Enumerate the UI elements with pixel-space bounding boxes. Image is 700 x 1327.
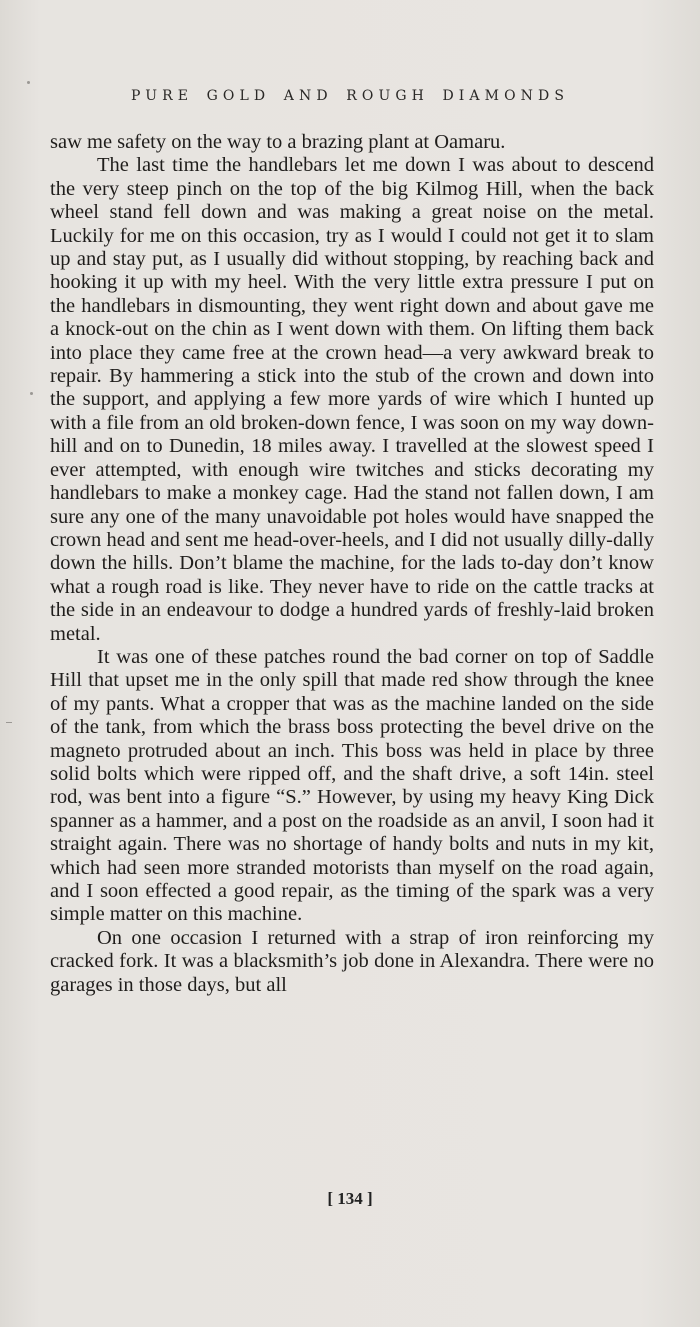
paragraph: On one occasion I returned with a strap of iron reinforcing my cracked fork. It was a blacksmith’s job done in Alexandra. There were no garages in those days, but all (50, 926, 654, 996)
page-number: [ 134 ] (327, 1189, 373, 1208)
body-text (50, 131, 654, 997)
paragraph: It was one of these patches round the bad corner on top of Saddle Hill that upset me in the only spill that made red show through the knee of my pants. What a cropper that was as the machine landed on the side of the tank, from which the brass boss protecting the bevel drive on the magneto protruded about an inch. This boss was held in place by three solid bolts which were ripped off, and the shaft drive, a soft 14in. steel rod, was bent into a figure “S.” However, by using my heavy King Dick spanner as a hammer, and a post on the roadside as an anvil, I soon had it straight again. There was no shortage of handy bolts and nuts in my kit, which had seen more stranded motorists than myself on the road again, and I soon effected a good repair, as the timing of the spark was a very simple matter on this machine. (50, 645, 654, 926)
paragraph: The last time the handlebars let me down I was about to descend the very steep pinch on the top of the big Kilmog Hill, when the back wheel stand fell down and was making a great noise on the metal. Luckily for me on this occasion, try as I would I could not get it to slam up and stay put, as I usually did without stopping, by reaching back and hooking it up with my heel. With the very little extra pressure I put on the handlebars in dismounting, they went right down and about gave me a knock-out on the chin as I went down with them. On lifting them back into place they came free at the crown head—a very awkward break to repair. By hammering a stick into the stub of the crown and down into the support, and applying a few more yards of wire which I hunted up with a file from an old broken-down fence, I was soon on my way down-hill and on to Dunedin, 18 miles away. I travelled at the slowest speed I ever attempted, with enough wire twitches and sticks decorating my handlebars to make a monkey cage. Had the stand not fallen down, I am sure any one of the many unavoidable pot holes would have snapped the crown head and sent me head-over-heels, and I did not usually dilly-dally down the hills. Don’t blame the machine, for the lads to-day don’t know what a rough road is like. They never have to ride on the cattle tracks at the side in an endeavour to dodge a hundred yards of freshly-laid broken metal. (50, 154, 654, 645)
margin-speck (30, 392, 33, 395)
running-head: PURE GOLD AND ROUGH DIAMONDS (130, 88, 570, 104)
margin-speck (6, 722, 12, 723)
paragraph-continuation: saw me safety on the way to a brazing plant at Oamaru. (50, 131, 506, 153)
margin-speck (27, 81, 30, 84)
